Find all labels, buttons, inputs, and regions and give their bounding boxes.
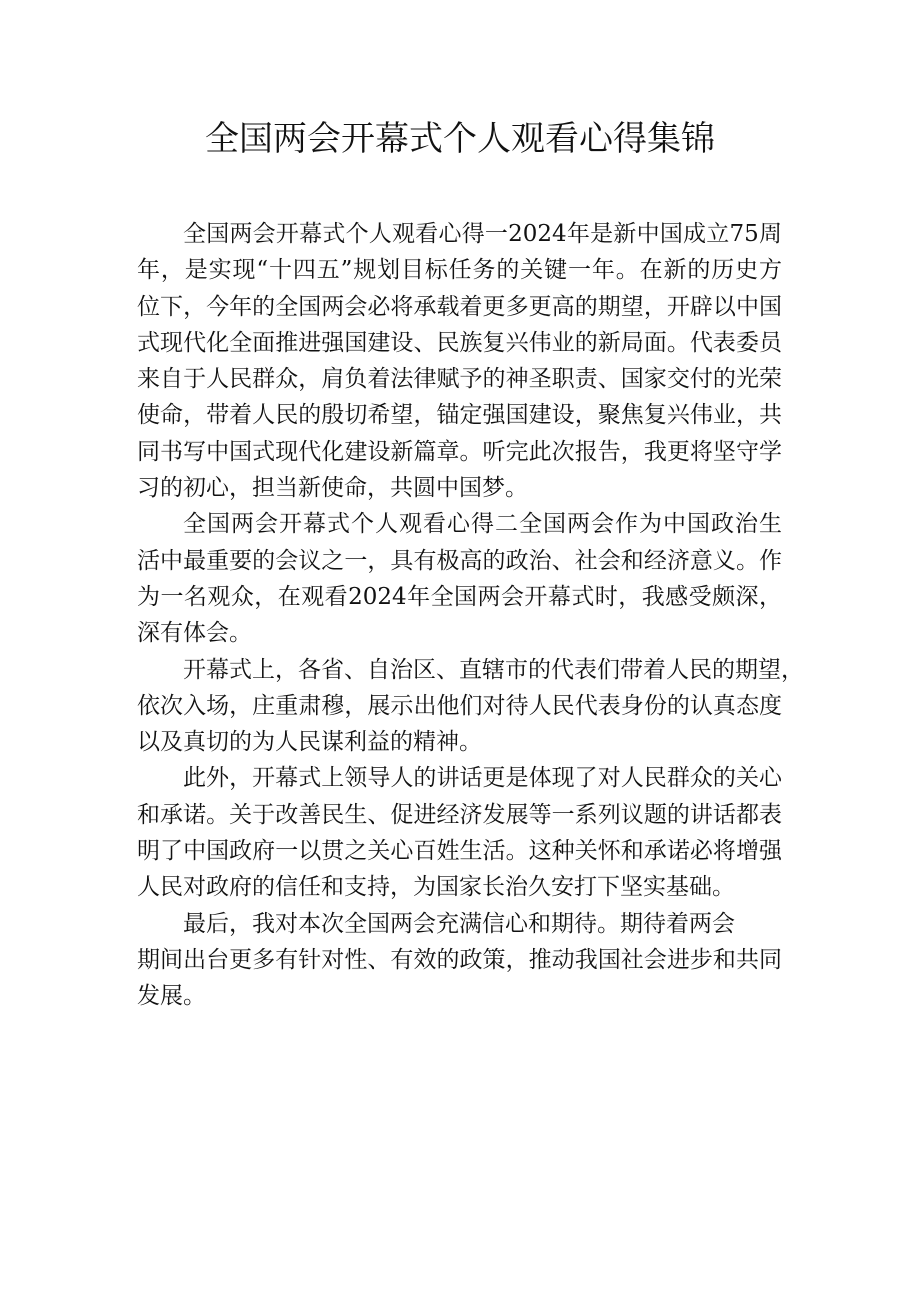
text-line: 使命，带着人民的殷切希望，锚定强国建设，聚焦复兴伟业，共 bbox=[137, 402, 782, 429]
text-line: 此外，开幕式上领导人的讲话更是体现了对人民群众的关心 bbox=[183, 765, 782, 792]
text-line: 最后，我对本次全国两会充满信心和期待。期待着两会 bbox=[183, 910, 735, 937]
text-line: 人民对政府的信任和支持，为国家长治久安打下坚实基础。 bbox=[137, 874, 735, 901]
text-line: 为一名观众，在观看2024年全国两会开幕式时，我感受颇深， bbox=[137, 583, 782, 610]
text-line: 依次入场，庄重肃穆，展示出他们对待人民代表身份的认真态度 bbox=[137, 692, 782, 719]
text-line: 以及真切的为人民谋利益的精神。 bbox=[137, 729, 482, 756]
document-title: 全国两会开幕式个人观看心得集锦 bbox=[205, 119, 715, 159]
text-line: 期间出台更多有针对性、有效的政策，推动我国社会进步和共同 bbox=[137, 946, 782, 973]
text-line: 式现代化全面推进强国建设、民族复兴伟业的新局面。代表委员 bbox=[137, 329, 782, 356]
text-line: 位下，今年的全国两会必将承载着更多更高的期望，开辟以中国 bbox=[137, 293, 782, 320]
document-body bbox=[137, 216, 804, 1015]
text-line: 年，是实现“十四五”规划目标任务的关键一年。在新的历史方 bbox=[137, 257, 782, 284]
text-line: 来自于人民群众，肩负着法律赋予的神圣职责、国家交付的光荣 bbox=[137, 366, 782, 393]
text-line: 同书写中国式现代化建设新篇章。听完此次报告，我更将坚守学 bbox=[137, 438, 782, 465]
text-line: 深有体会。 bbox=[137, 620, 252, 647]
text-line: 全国两会开幕式个人观看心得二全国两会作为中国政治生 bbox=[183, 511, 782, 538]
text-line: 开幕式上，各省、自治区、直辖市的代表们带着人民的期望， bbox=[183, 656, 804, 683]
text-line: 活中最重要的会议之一，具有极高的政治、社会和经济意义。作 bbox=[137, 547, 782, 574]
text-line: 发展。 bbox=[137, 983, 206, 1010]
text-line: 明了中国政府一以贯之关心百姓生活。这种关怀和承诺必将增强 bbox=[137, 838, 782, 865]
text-line: 和承诺。关于改善民生、促进经济发展等一系列议题的讲话都表 bbox=[137, 801, 782, 828]
text-line: 习的初心，担当新使命，共圆中国梦。 bbox=[137, 475, 528, 502]
text-line: 全国两会开幕式个人观看心得一2024年是新中国成立75周 bbox=[183, 221, 782, 247]
